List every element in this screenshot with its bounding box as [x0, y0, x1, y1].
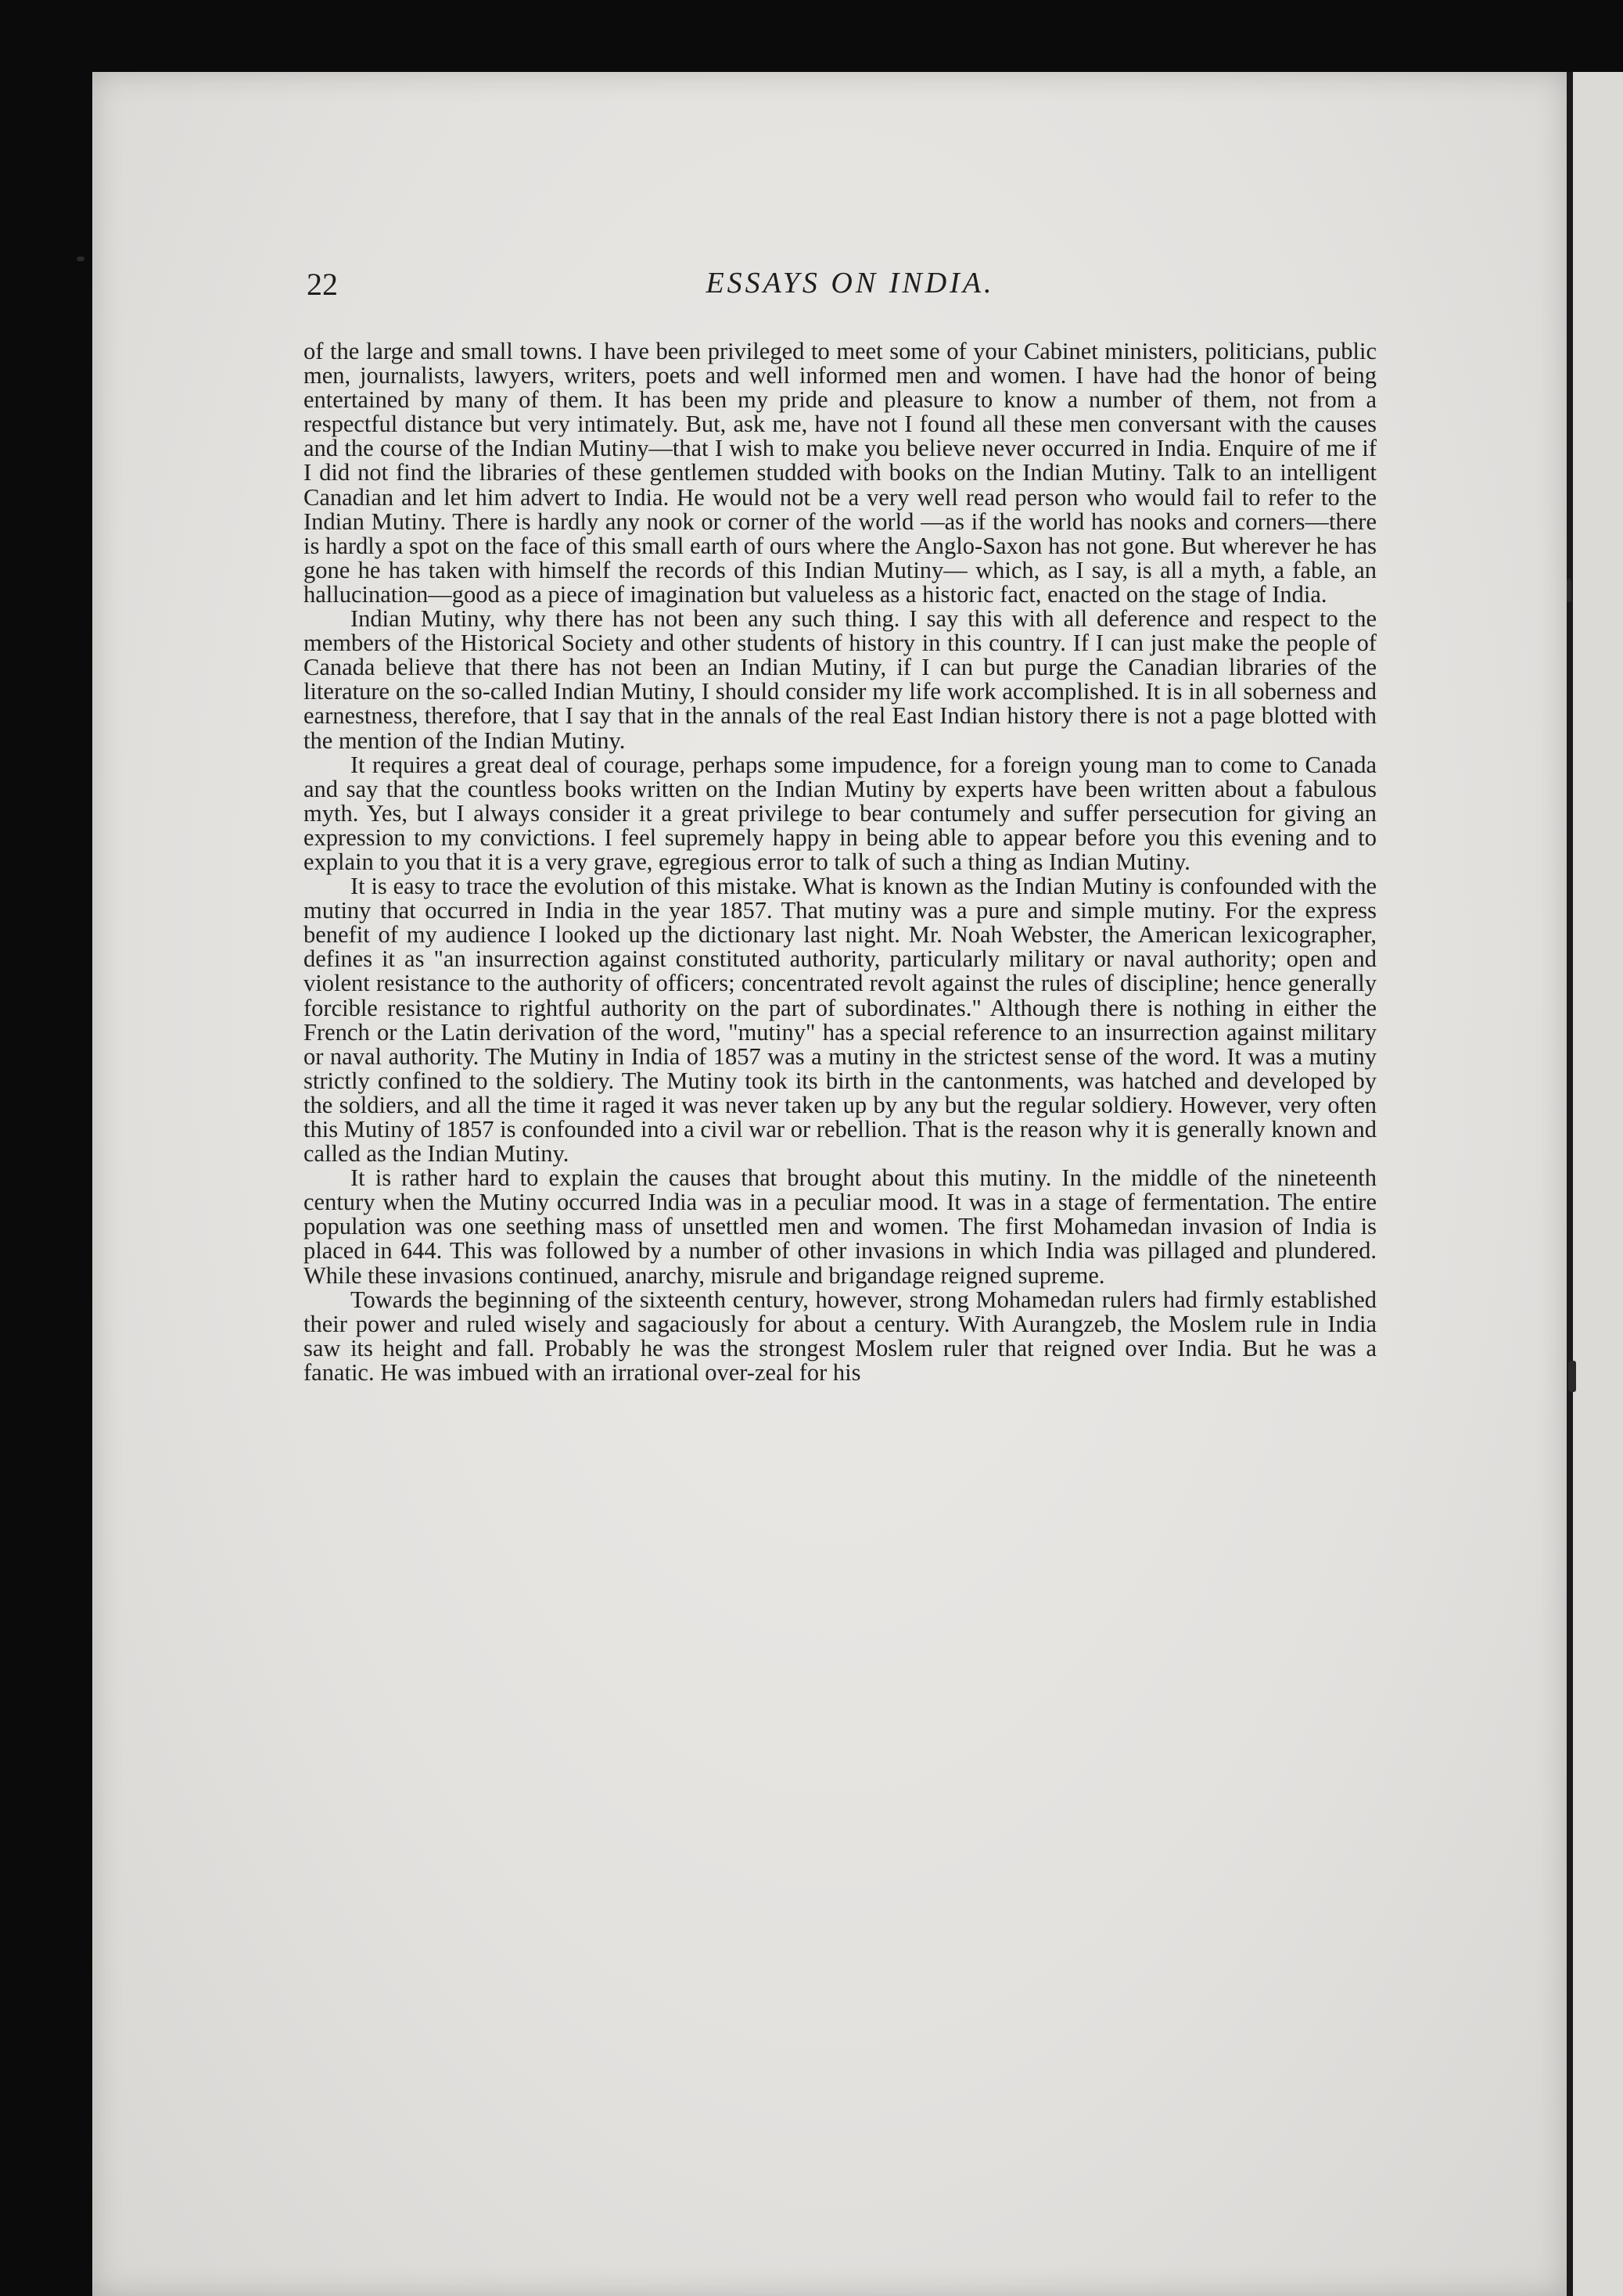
paragraph: of the large and small towns. I have been privileged to meet some of your Cabinet ministers, politicians, public men, journalists, lawyers, writers, poets and well informed men and women. I have had the honor of being entertained by many of them. It has been my pride and pleasure to know a number of them, not from a respectful distance but very intimately. But, ask me, have not I found all these men conversant with the causes and the course of the Indian Mutiny—that I wish to make you believe never occurred in India. Enquire of me if I did not find the libraries of these gentlemen studded with books on the Indian Mutiny. Talk to an intelligent Canadian and let him advert to India. He would not be a very well read person who would fail to refer to the Indian Mutiny. There is hardly any nook or corner of the world —as if the world has nooks and corners—there is hardly a spot on the face of this small earth of ours where the Anglo-Saxon has not gone. But wherever he has gone he has taken with himself the records of this Indian Mutiny— which, as I say, is all a myth, a fable, an hallucination—good as a piece of imagination but valueless as a historic fact, enacted on the stage of India. [303, 338, 1377, 608]
paragraph: Indian Mutiny, why there has not been any such thing. I say this with all deference and respect to the members of the Historical Society and other students of history in this country. If I can just make the people of Canada believe that there has not been an Indian Mutiny, if I can but purge the Canadian libraries of the literature on the so-called Indian Mutiny, I should consider my life work accomplished. It is in all soberness and earnestness, therefore, that I say that in the annals of the real East Indian history there is not a page blotted with the mention of the Indian Mutiny. [303, 605, 1377, 754]
scan-speck [77, 257, 84, 261]
page-header [307, 266, 1394, 307]
page-edge-shadow [1567, 72, 1573, 2296]
adjacent-page-strip [1573, 72, 1623, 2296]
scan-speck [1567, 579, 1571, 602]
paragraph: Towards the beginning of the sixteenth century, however, strong Mohamedan rulers had firmly established their power and ruled wisely and sagaciously for about a century. With Aurangzeb, the Moslem rule in India saw its height and fall. Probably he was the strongest Moslem ruler that reigned over India. But he was a fanatic. He was imbued with an irrational over-zeal for his [303, 1286, 1377, 1386]
body-text [303, 339, 1377, 1385]
running-title: ESSAYS ON INDIA. [706, 267, 995, 300]
paragraph: It requires a great deal of courage, perhaps some impudence, for a foreign young man to come to Canada and say that the countless books written on the Indian Mutiny by experts have been written about a fabulous myth. Yes, but I always consider it a great privilege to bear contumely and suffer persecution for giving an expression to my convictions. I feel supremely happy in being able to appear before you this evening and to explain to you that it is a very grave, egregious error to talk of such a thing as Indian Mutiny. [303, 751, 1377, 875]
page-number: 22 [307, 267, 338, 302]
paragraph: It is easy to trace the evolution of this mistake. What is known as the Indian Mutiny is confounded with the mutiny that occurred in India in the year 1857. That mutiny was a pure and simple mutiny. For the express benefit of my audience I looked up the dictionary last night. Mr. Noah Webster, the American lexicographer, defines it as "an insurrection against constituted authority, particularly military or naval authority; open and violent resistance to the authority of officers; concentrated revolt against the rules of discipline; hence generally forcible resistance to rightful authority on the part of subordinates." Although there is nothing in either the French or the Latin derivation of the word, "mutiny" has a special reference to an insurrection against military or naval authority. The Mutiny in India of 1857 was a mutiny in the strictest sense of the word. It was a mutiny strictly confined to the soldiery. The Mutiny took its birth in the cantonments, was hatched and developed by the soldiers, and all the time it raged it was never taken up by any but the regular soldiery. However, very often this Mutiny of 1857 is confounded into a civil war or rebellion. That is the reason why it is generally known and called as the Indian Mutiny. [303, 873, 1377, 1168]
scan-speck [1568, 1361, 1576, 1392]
paragraph: It is rather hard to explain the causes that brought about this mutiny. In the middle of the nineteenth century when the Mutiny occurred India was in a peculiar mood. It was in a stage of fermentation. The entire population was one seething mass of unsettled men and women. The first Mohamedan invasion of India is placed in 644. This was followed by a number of other invasions in which India was pillaged and plundered. While these invasions continued, anarchy, misrule and brigandage reigned supreme. [303, 1164, 1377, 1289]
